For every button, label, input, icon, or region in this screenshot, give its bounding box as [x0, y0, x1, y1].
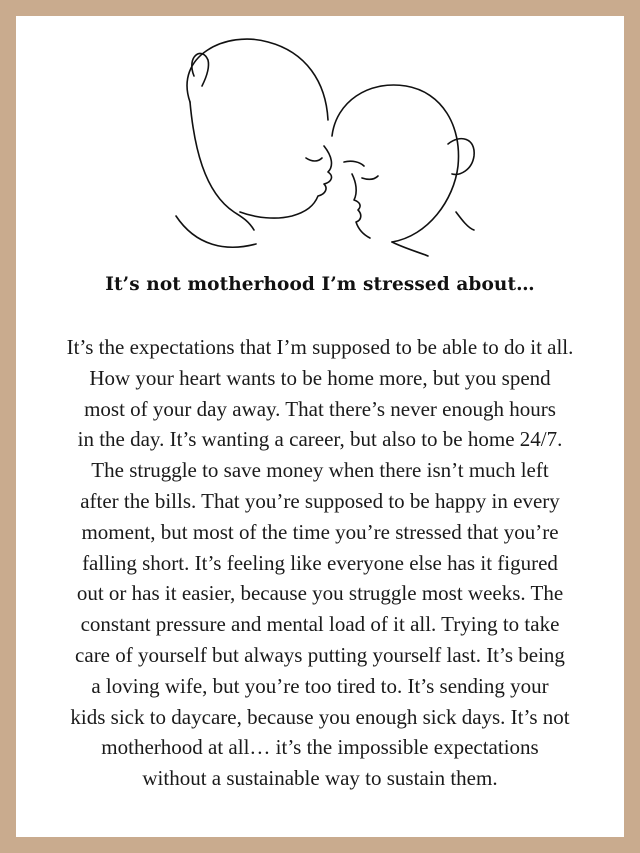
- quote-line: care of yourself but always putting yourself last. It’s being: [75, 642, 565, 667]
- quote-line: How your heart wants to be home more, but you spend: [89, 365, 551, 390]
- quote-line: after the bills. That you’re supposed to be happy in every: [80, 488, 560, 513]
- quote-line: in the day. It’s wanting a career, but also to be home 24/7.: [77, 427, 563, 452]
- quote-line: a loving wife, but you’re too tired to. It’s sending your: [91, 673, 549, 698]
- quote-line: The struggle to save money when there isn’t much left: [91, 458, 549, 483]
- quote-line: falling short. It’s feeling like everyone else has it figured: [82, 550, 558, 575]
- quote-line: out or has it easier, because you struggle most weeks. The: [76, 581, 564, 606]
- quote-body: [16, 332, 624, 794]
- mother-child-line-art-icon: [156, 16, 496, 266]
- quote-line: kids sick to daycare, because you enough sick days. It’s not: [70, 704, 570, 729]
- quote-line: It’s the expectations that I’m supposed to be able to do it all.: [66, 335, 574, 359]
- quote-line: most of your day away. That there’s never enough hours: [84, 396, 556, 421]
- quote-line: constant pressure and mental load of it all. Trying to take: [80, 612, 560, 637]
- quote-card: [16, 16, 624, 837]
- quote-line: moment, but most of the time you’re stressed that you’re: [81, 519, 559, 544]
- quote-line: without a sustainable way to sustain them.: [142, 766, 498, 791]
- quote-line: motherhood at all… it’s the impossible expectations: [101, 735, 539, 760]
- page-title: It’s not motherhood I’m stressed about…: [105, 274, 535, 295]
